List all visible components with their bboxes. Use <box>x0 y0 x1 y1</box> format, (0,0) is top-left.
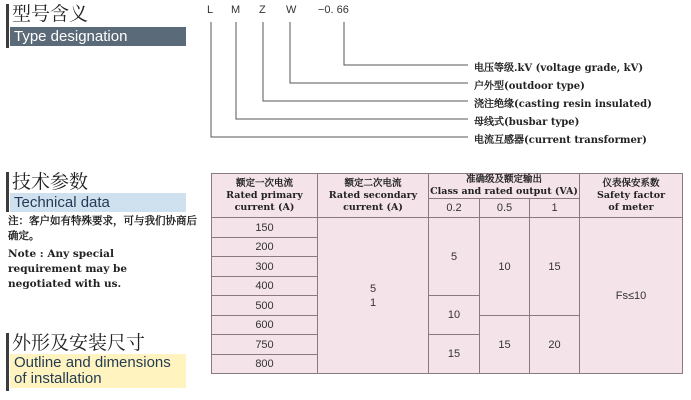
desc-current-transformer: 电流互感器(current transformer) <box>474 135 647 146</box>
outline-title-en <box>10 354 186 388</box>
header-secondary-current: 额定二次电流 Rated secondary current (A) <box>318 174 429 218</box>
primary-current-cell: 600 <box>212 316 318 335</box>
section-marker <box>6 172 9 212</box>
technical-data-title-zh: 技术参数 <box>12 171 89 193</box>
output-0-5-low: 10 <box>480 218 530 316</box>
code-letter-l: L <box>207 4 214 16</box>
note-zh: 注：客户如有特殊要求，可与我们协商后确定。 <box>8 215 197 242</box>
technical-data-title-en: Technical data <box>10 193 186 212</box>
header-class-0-5: 0.5 <box>480 199 530 218</box>
output-0-2-high: 15 <box>429 335 480 374</box>
primary-current-cell: 150 <box>212 218 318 238</box>
section-marker <box>6 333 9 391</box>
code-voltage: −0. 66 <box>318 4 349 16</box>
header-class-1: 1 <box>530 199 580 218</box>
outline-title-en-line2: of installation <box>14 370 102 387</box>
primary-current-cell: 400 <box>212 277 318 296</box>
desc-busbar-type: 母线式(busbar type) <box>474 117 580 128</box>
output-0-5-high: 15 <box>480 316 530 374</box>
code-letter-z: Z <box>259 4 266 16</box>
desc-voltage-grade: 电压等级.kV (voltage grade, kV) <box>474 63 644 74</box>
type-designation-title-zh: 型号含义 <box>12 3 89 25</box>
safety-factor-cell: Fs≤10 <box>580 218 683 374</box>
outline-title-en-line1: Outline and dimensions <box>14 354 171 371</box>
header-safety-factor: 仪表保安系数 Safety factor of meter <box>580 174 683 218</box>
secondary-current-cell: 5 1 <box>318 218 429 374</box>
primary-current-cell: 300 <box>212 257 318 277</box>
primary-current-cell: 500 <box>212 296 318 316</box>
output-1-low: 15 <box>530 218 580 316</box>
header-class-0-2: 0.2 <box>429 199 480 218</box>
type-designation-title-en: Type designation <box>10 27 186 46</box>
output-0-2-mid: 10 <box>429 296 480 335</box>
code-letter-m: M <box>231 4 241 16</box>
primary-current-cell: 200 <box>212 238 318 257</box>
desc-outdoor-type: 户外型(outdoor type) <box>474 81 585 92</box>
desc-casting-resin: 浇注绝缘(casting resin insulated) <box>474 99 652 110</box>
header-class-output: 准确级及额定输出 Class and rated output (VA) <box>430 174 578 197</box>
output-1-high: 20 <box>530 316 580 374</box>
header-primary-current: 额定一次电流 Rated primary current (A) <box>212 174 318 218</box>
primary-current-cell: 800 <box>212 355 318 374</box>
designation-leader-lines <box>0 0 691 150</box>
outline-title-zh: 外形及安装尺寸 <box>12 332 146 354</box>
primary-current-cell: 750 <box>212 335 318 355</box>
technical-data-table <box>211 173 683 374</box>
code-letter-w: W <box>286 4 297 16</box>
output-0-2-low: 5 <box>429 218 480 296</box>
note-en: Note : Any special requirement may be negotiated with us. <box>8 248 128 290</box>
